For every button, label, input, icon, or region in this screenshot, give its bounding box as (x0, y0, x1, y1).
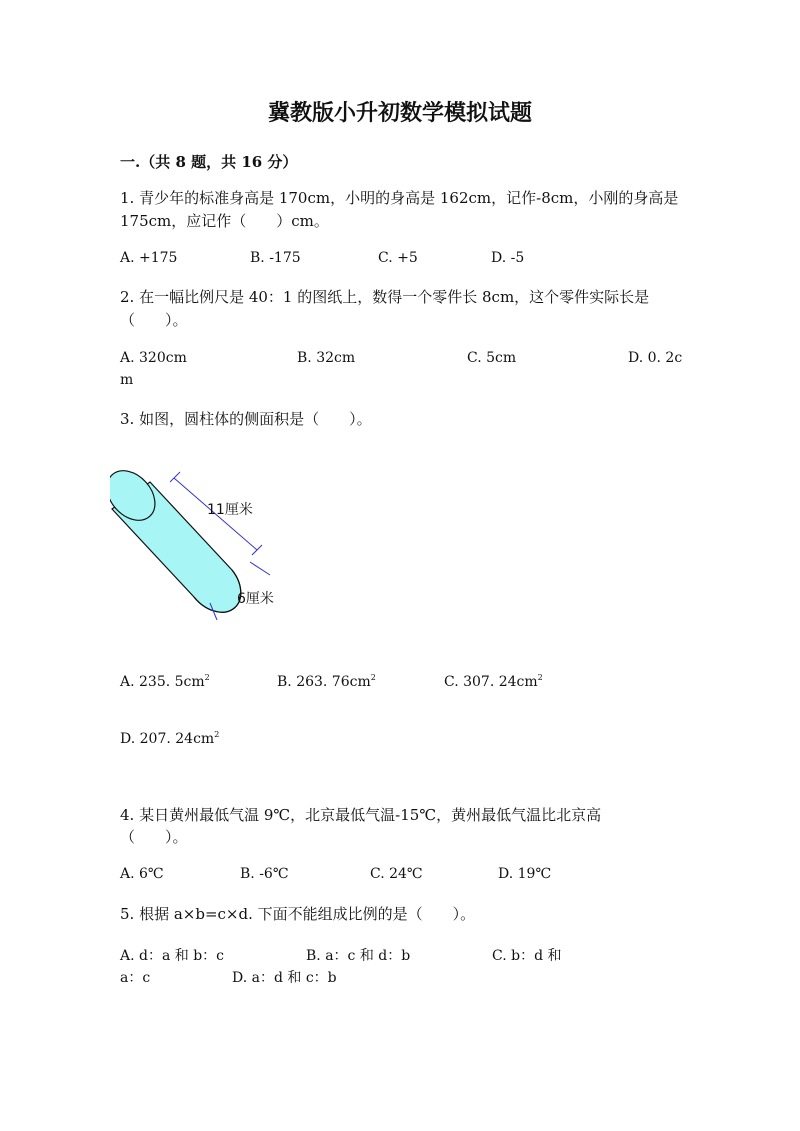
q2-option-d-wrap: m (120, 372, 134, 388)
question-1-line-1: 1. 青少年的标准身高是 170cm，小明的身高是 162cm，记作-8cm，小刚的身高是 (120, 189, 679, 207)
q4-option-c: C. 24℃ (370, 866, 423, 882)
q4-option-b: B. -6℃ (240, 866, 289, 882)
q5-option-b: B. a：c 和 d：b (306, 948, 411, 964)
q5-option-d: D. a：d 和 c：b (232, 970, 337, 986)
question-4-line-1: 4. 某日黄州最低气温 9℃，北京最低气温-15℃，黄州最低气温比北京高 (120, 806, 602, 824)
section-heading: 一.（共 8 题，共 16 分） (120, 153, 298, 171)
q3-option-d: D. 207. $24cm^2$ (120, 730, 220, 747)
q2-option-a: A. 320cm (120, 350, 187, 366)
question-2-line-2: （ ）。 (120, 311, 188, 329)
q5-option-c: C. b：d 和 (492, 948, 562, 964)
diameter-label: 6厘米 (237, 591, 274, 607)
q1-option-c: C. +5 (378, 250, 418, 266)
q2-option-d: D. 0. 2c (628, 350, 683, 366)
q1-option-a: A. +175 (120, 250, 178, 266)
page-title: 冀教版小升初数学模拟试题 (267, 100, 532, 126)
cylinder-figure (110, 460, 310, 630)
question-3-line-1: 3. 如图，圆柱体的侧面积是（ ）。 (120, 410, 372, 428)
question-1-line-2: 175cm，应记作（ ）cm。 (120, 212, 329, 230)
length-label: 11厘米 (207, 502, 253, 518)
q2-option-b: B. 32cm (297, 350, 356, 366)
q4-option-d: D. 19℃ (498, 866, 552, 882)
q5-option-a: A. d：a 和 b：c (120, 948, 225, 964)
q1-option-b: B. -175 (250, 250, 301, 266)
q2-option-c: C. 5cm (467, 350, 517, 366)
q4-option-a: A. 6℃ (120, 866, 164, 882)
question-4-line-2: （ ）。 (120, 828, 188, 846)
q3-option-a: A. 235. $5cm^2$ (120, 673, 210, 690)
q3-option-b: B. 263. $76cm^2$ (277, 673, 376, 690)
length-tick-top (170, 472, 180, 482)
question-5-line-1: 5. 根据 a×b=c×d. 下面不能组成比例的是（ ）。 (120, 905, 476, 923)
q5-option-c-wrap: a：c (120, 970, 151, 986)
question-2-line-1: 2. 在一幅比例尺是 40：1 的图纸上，数得一个零件长 8cm，这个零件实际长是 (120, 288, 650, 306)
q3-option-c: C. 307. $24cm^2$ (444, 673, 543, 690)
diameter-arrow-right (250, 562, 270, 575)
q1-option-d: D. -5 (491, 250, 525, 266)
